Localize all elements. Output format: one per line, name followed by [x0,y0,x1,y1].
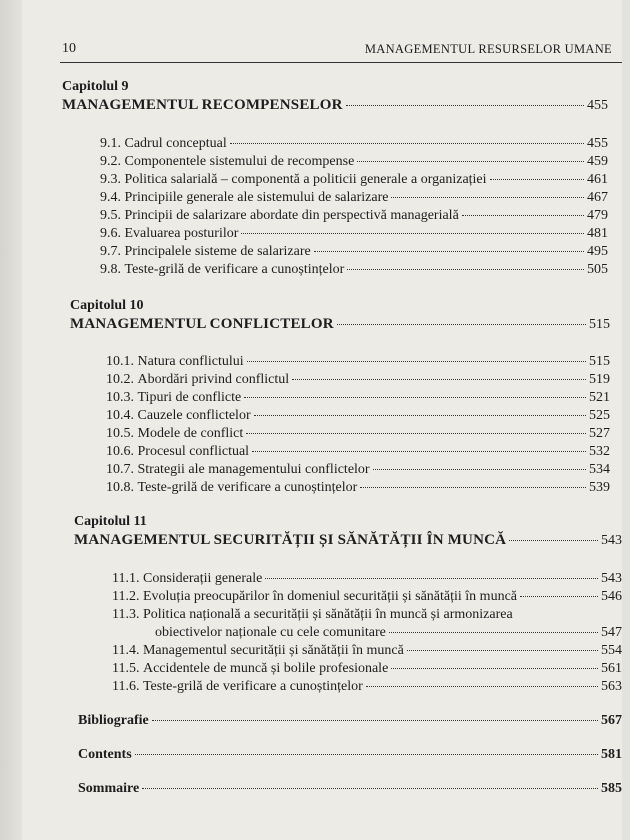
page-ref: 455 [587,98,608,113]
section-number: 9.8. [100,262,121,277]
section-title: Componentele sistemului de recompense [124,154,355,169]
toc-entry[interactable] [106,443,610,460]
toc-entry[interactable] [100,171,608,188]
section-number: 10.1. [106,354,134,369]
toc-entry[interactable] [112,678,622,695]
book-page [22,0,622,840]
page-ref: 495 [587,244,608,259]
toc-entry[interactable] [106,353,610,370]
page-ref: 515 [589,354,610,369]
leader-dots [247,361,586,362]
section-title: Abordări privind conflictul [137,372,290,387]
running-title: MANAGEMENTUL RESURSELOR UMANE [364,42,612,56]
leader-dots [490,179,584,180]
toc-entry[interactable] [112,642,622,659]
leader-dots [373,469,586,470]
section-number: 11.6. [112,679,140,694]
toc-entry[interactable] [112,606,513,623]
leader-dots [152,720,598,721]
page-ref: 527 [589,426,610,441]
page-ref: 532 [589,444,610,459]
toc-entry[interactable] [100,135,608,152]
page-ref: 519 [589,372,610,387]
section-title: Natura conflictului [137,354,244,369]
section-title: Teste-grilă de verificare a cunoștințelor [124,262,345,277]
leader-dots [337,324,586,325]
section-number: 11.5. [112,661,140,676]
toc-entry[interactable] [106,425,610,442]
toc-entry[interactable] [106,389,610,406]
section-number: 9.1. [100,136,121,151]
leader-dots [265,578,598,579]
leader-dots [142,788,598,789]
chapter-label: Capitolul 10 [70,298,144,313]
leader-dots [357,161,584,162]
page-ref: 561 [601,661,622,676]
toc-entry-sommaire[interactable] [78,780,622,797]
leader-dots [254,415,586,416]
toc-entry-bibliography[interactable] [78,712,622,729]
page-ref: 521 [589,390,610,405]
page-ref: 455 [587,136,608,151]
leader-dots [509,540,598,541]
section-number: 11.3. [112,607,140,622]
section-number: 9.5. [100,208,121,223]
page-ref: 515 [589,317,610,332]
page-ref: 563 [601,679,622,694]
section-title: Accidentele de muncă și bolile profesionale [142,661,389,676]
section-number: 10.6. [106,444,134,459]
section-title: Politica salarială – componentă a politicii generale a organizației [124,172,487,187]
toc-entry[interactable] [100,189,608,206]
chapter-entry[interactable] [74,532,622,549]
leader-dots [346,105,584,106]
page-ref: 525 [589,408,610,423]
section-number: 11.4. [112,643,140,658]
entry-title: Sommaire [78,781,140,796]
chapter-entry[interactable] [70,316,610,333]
toc-entry[interactable] [112,660,622,677]
leader-dots [462,215,584,216]
section-title: Cauzele conflictelor [137,408,251,423]
toc-entry[interactable] [100,153,608,170]
section-title: Tipuri de conflicte [137,390,242,405]
leader-dots [347,269,584,270]
page-ref: 539 [589,480,610,495]
section-title: Cadrul conceptual [124,136,227,151]
section-number: 10.7. [106,462,134,477]
section-number: 10.3. [106,390,134,405]
chapter-label: Capitolul 9 [62,79,129,94]
leader-dots [246,433,586,434]
leader-dots [366,686,598,687]
page-number: 10 [62,41,76,56]
chapter-title: MANAGEMENTUL SECURITĂȚII ȘI SĂNĂTĂȚII ÎN MUNCĂ [74,532,507,548]
toc-entry[interactable] [100,243,608,260]
section-number: 11.1. [112,571,140,586]
section-number: 10.4. [106,408,134,423]
leader-dots [391,668,598,669]
section-title: Managementul securității și sănătății în muncă [142,643,404,658]
page-ref: 543 [601,571,622,586]
toc-entry[interactable] [100,261,608,278]
section-title: Strategii ale managementului conflictelor [137,462,370,477]
toc-entry[interactable] [106,479,610,496]
page-ref: 467 [587,190,608,205]
toc-entry[interactable] [106,371,610,388]
section-title: Teste-grilă de verificare a cunoștințelor [137,480,358,495]
chapter-title: MANAGEMENTUL CONFLICTELOR [70,316,334,332]
section-number: 10.8. [106,480,134,495]
section-title: Evaluarea posturilor [124,226,239,241]
leader-dots [230,143,584,144]
toc-entry[interactable] [112,570,622,587]
leader-dots [241,233,584,234]
page-ref: 581 [601,747,622,762]
section-title-continuation: obiectivelor naționale cu cele comunitare [155,625,386,640]
page-ref: 505 [587,262,608,277]
leader-dots [407,650,598,651]
page-ref: 554 [601,643,622,658]
chapter-label: Capitolul 11 [74,514,147,529]
section-title: Politica națională a securității și sănătății în muncă și armonizarea [142,607,513,622]
section-title: Procesul conflictual [137,444,250,459]
section-number: 9.6. [100,226,121,241]
toc-entry-contents[interactable] [78,746,622,763]
toc-entry-continuation[interactable] [155,624,622,641]
section-number: 9.3. [100,172,121,187]
page-shadow-edge [0,0,22,840]
leader-dots [252,451,586,452]
leader-dots [391,197,584,198]
section-number: 10.5. [106,426,134,441]
entry-title: Contents [78,747,132,762]
page-ref: 585 [601,781,622,796]
section-title: Principii de salarizare abordate din perspectivă managerială [124,208,459,223]
page-ref: 479 [587,208,608,223]
page-ref: 481 [587,226,608,241]
section-title: Principiile generale ale sistemului de salarizare [124,190,389,205]
toc-entry[interactable] [100,225,608,242]
toc-entry[interactable] [100,207,608,224]
section-number: 9.7. [100,244,121,259]
leader-dots [360,487,586,488]
section-number: 9.4. [100,190,121,205]
section-title: Considerații generale [142,571,263,586]
page-ref: 547 [601,625,622,640]
toc-entry[interactable] [106,461,610,478]
leader-dots [244,397,586,398]
section-number: 11.2. [112,589,140,604]
leader-dots [389,632,598,633]
page-ref: 546 [601,589,622,604]
section-title: Evoluția preocupărilor în domeniul securității și sănătății în muncă [142,589,517,604]
section-title: Teste-grilă de verificare a cunoștințelor [142,679,363,694]
leader-dots [520,596,598,597]
toc-entry[interactable] [112,588,622,605]
page-ref: 567 [601,713,622,728]
section-number: 10.2. [106,372,134,387]
leader-dots [135,754,598,755]
toc-entry[interactable] [106,407,610,424]
page-ref: 543 [601,533,622,548]
page-ref: 534 [589,462,610,477]
entry-title: Bibliografie [78,713,149,728]
page-ref: 461 [587,172,608,187]
section-title: Principalele sisteme de salarizare [124,244,311,259]
section-title: Modele de conflict [137,426,244,441]
chapter-title: MANAGEMENTUL RECOMPENSELOR [62,97,343,113]
leader-dots [292,379,586,380]
section-number: 9.2. [100,154,121,169]
page-ref: 459 [587,154,608,169]
leader-dots [314,251,584,252]
chapter-entry[interactable] [62,97,608,114]
header-rule [60,62,622,63]
